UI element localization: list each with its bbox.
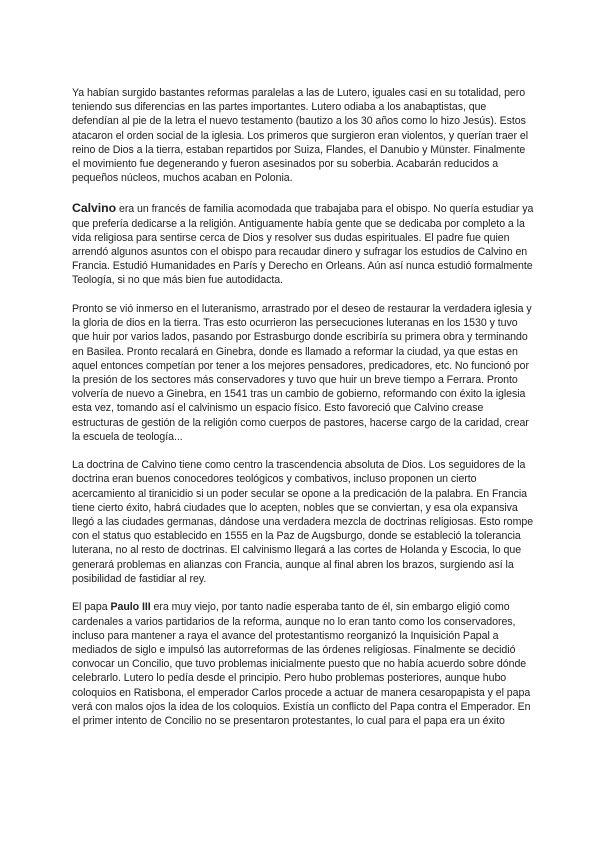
paragraph-text: La doctrina de Calvino tiene como centro la trascendencia absoluta de Dios. Los seguidores de la doctrina eran buenos conocedores teológicos y combativos, incluso proponen un cierto acercamiento al tiranicidio si un poder secular se opone a la predicación de la palabra. En Francia tiene cierto éxito, habrá ciudades que lo acepten, nobles que se conviertan, y esa ola expansiva llegó a las ciudades germanas, dándose una verdadera mezcla de doctrinas religiosas. Esto rompe con el status quo establecido en 1555 en la Paz de Augsburgo, donde se estableció la tolerancia luterana, no al resto de doctrinas. El calvinismo llegará a las cortes de Holanda y Escocia, lo que generará problemas en alianzas con Francia, aunque al final abren los brazos, surgiendo así la posibilidad de fastidiar al rey. <box>72 459 534 585</box>
paragraph-doctrina <box>72 458 534 586</box>
paragraph-text: era un francés de familia acomodada que trabajaba para el obispo. No quería estudiar ya que prefería dedicarse a la religión. Antiguamente había gente que se dedicaba por completo a la vida religiosa para sentirse cerca de Dios y resolver sus dudas espirituales. El padre fue quien arrendó algunos asuntos con el obispo para recaudar dinero y sufragar los estudios de Calvino en Francia. Estudió Humanidades en París y Derecho en Orleans. Aún así nunca estudió formalmente Teología, si no que más bien fue autodidacta. <box>72 203 534 287</box>
paragraph-prefix: El papa <box>72 601 111 614</box>
paragraph-paulo <box>72 600 534 728</box>
paulo-term: Paulo III <box>110 601 151 614</box>
paragraph-reformas <box>72 86 534 185</box>
paragraph-text: Ya habían surgido bastantes reformas paralelas a las de Lutero, iguales casi en su totalidad, pero teniendo sus diferencias en las partes importantes. Lutero odiaba a los anabaptistas, que defendían al pie de la letra el nuevo testamento (bautizo a los 30 años como lo hizo Jesús). Estos atacaron el orden social de la iglesia. Los primeros que surgieron eran violentos, y querían traer el reino de Dios a la tierra, estaban repartidos por Suiza, Flandes, el Danubio y Münster. Finalmente el movimiento fue degenerando y fueron asesinados por su soberbia. Acabarán reducidos a pequeños núcleos, muchos acaban en Polonia. <box>72 87 529 185</box>
paragraph-text: era muy viejo, por tanto nadie esperaba tanto de él, sin embargo eligió como cardenales a varios partidarios de la reforma, aunque no lo eran tanto como los conservadores, incluso para mantener a raya el avance del protestantismo reorganizó la Inquisición Papal a mediados de siglo e impulsó las autorreformas de las órdenes religiosas. Finalmente se decidió convocar un Concilio, que tuvo problemas inicialmente puesto que no había acuerdo sobre dónde celebrarlo. Lutero lo pedía desde el principio. Pero hubo problemas posteriores, aunque hubo coloquios en Ratisbona, el emperador Carlos procede a actuar de manera cesaropapista y el papa verá con malos ojos la idea de los coloquios. Existía un conflicto del Papa contra el Emperador. En el primer intento de Concilio no se presentaron protestantes, lo cual para el papa era un éxito <box>72 601 531 728</box>
paragraph-luteranismo <box>72 302 534 444</box>
paragraph-calvino <box>72 201 534 287</box>
paragraph-text: Pronto se vió inmerso en el luteranismo, arrastrado por el deseo de restaurar la verdadera iglesia y la gloria de dios en la tierra. Tras esto ocurrieron las persecuciones luteranas en los 1530 y tuvo que huir por varios lados, pasando por Estrasburgo donde escribiría su primera obra y terminando en Basilea. Pronto recalará en Ginebra, donde es llamado a reformar la ciudad, ya que estas en aquel entonces competían por tener a los mejores pensadores, predicadores, etc. No funcionó por la presión de los sectores más conservadores y tuvo que huir un breve tiempo a Ferrara. Pronto volvería de nuevo a Ginebra, en 1541 tras un cambio de gobierno, reformando con éxito la iglesia esta vez, tomando así el calvinismo un espacio físico. Esto favoreció que Calvino crease estructuras de gestión de la religión como cuerpos de pastores, hacerse cargo de la caridad, crear la escuela de teología... <box>72 302 532 443</box>
calvino-term: Calvino <box>72 201 117 216</box>
